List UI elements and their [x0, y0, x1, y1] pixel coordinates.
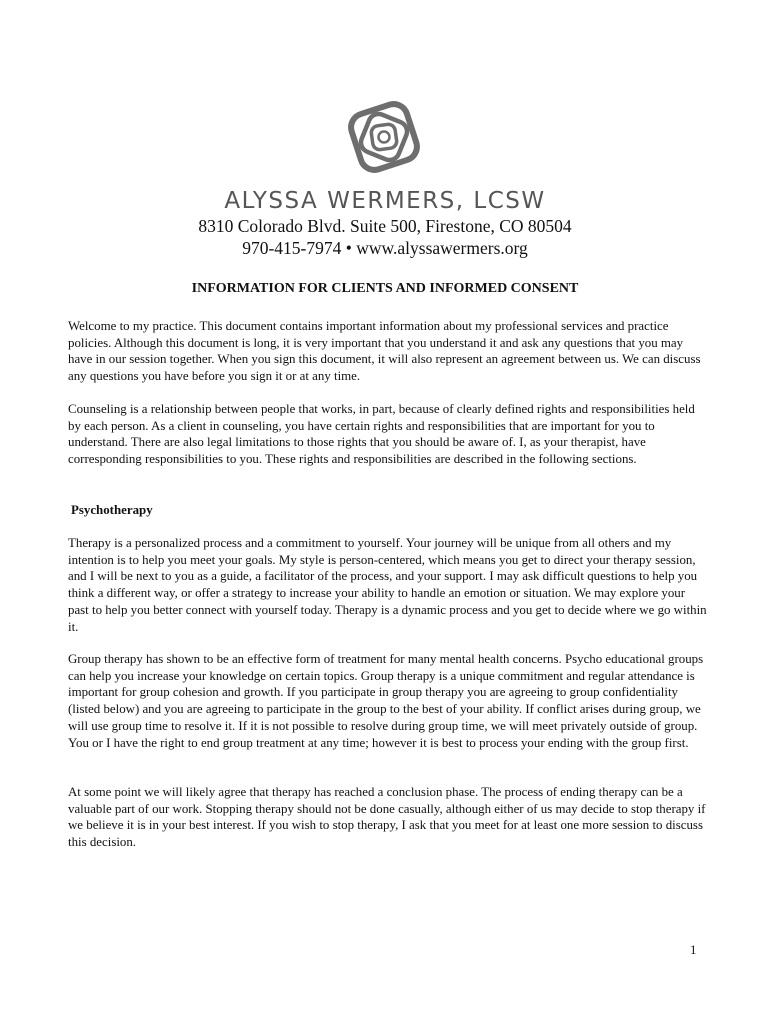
paragraph-counseling: Counseling is a relationship between people that works, in part, because of clearly defined rights and responsibilities held by each person. As a client in counseling, you have certain rights and responsibilities that are important for you to understand. There are also legal limitations to those rights that you should be aware of. I, as your therapist, have corresponding responsibilities to you. These rights and responsibilities are described in the following sections. — [68, 402, 695, 467]
paragraph-ending-therapy: At some point we will likely agree that therapy has reached a conclusion phase. The process of ending therapy can be a valuable part of our work. Stopping therapy should not be done casually, although either of us may decide to stop therapy if we believe it is in your best interest. If you wish to stop therapy, I ask that you meet for at least one more session to discuss this decision. — [68, 785, 706, 850]
section-heading-psychotherapy: Psychotherapy — [71, 503, 153, 517]
paragraph-group-therapy: Group therapy has shown to be an effective form of treatment for many mental health concerns. Psycho educational groups can help you increase your knowledge on certain topics. Group therapy is a unique commitment and regular attendance is important for group cohesion and growth. If you participate in group therapy you are agreeing to group confidentiality (listed below) and you are agreeing to participate in the group to the best of your ability. If conflict arises during group, we will use group time to resolve it. If it is not possible to resolve during group time, we will meet privately outside of group. You or I have the right to end group treatment at any time; however it is best to process your ending with the group first. — [68, 652, 704, 750]
page-number: 1 — [690, 943, 697, 957]
paragraph-welcome: Welcome to my practice. This document contains important information about my professional services and practice policies. Although this document is long, it is very important that you understand it and ask any questions that you may have in our session together. When you sign this document, it will also represent an agreement between us. We can discuss any questions you have before you sign it or at any time. — [68, 319, 701, 384]
concentric-rounded-squares-logo-icon — [335, 96, 435, 182]
brand-name: ALYSSA WERMERS, LCSW — [224, 188, 546, 214]
phone-website-line: 970-415-7974 • www.alyssawermers.org — [242, 238, 528, 258]
document-title: INFORMATION FOR CLIENTS AND INFORMED CONSENT — [191, 281, 579, 296]
address-line: 8310 Colorado Blvd. Suite 500, Firestone, CO 80504 — [198, 216, 572, 236]
paragraph-therapy: Therapy is a personalized process and a commitment to yourself. Your journey will be unique from all others and my intention is to help you meet your goals. My style is person-centered, which means you get to direct your therapy session, and I will be next to you as a guide, a facilitator of the process, and your support. I may ask difficult questions to help you think a different way, or offer a strategy to increase your ability to handle an emotion or situation. We may explore your past to help you better connect with yourself today. Therapy is a dynamic process and you get to decide where we go within it. — [68, 536, 707, 634]
